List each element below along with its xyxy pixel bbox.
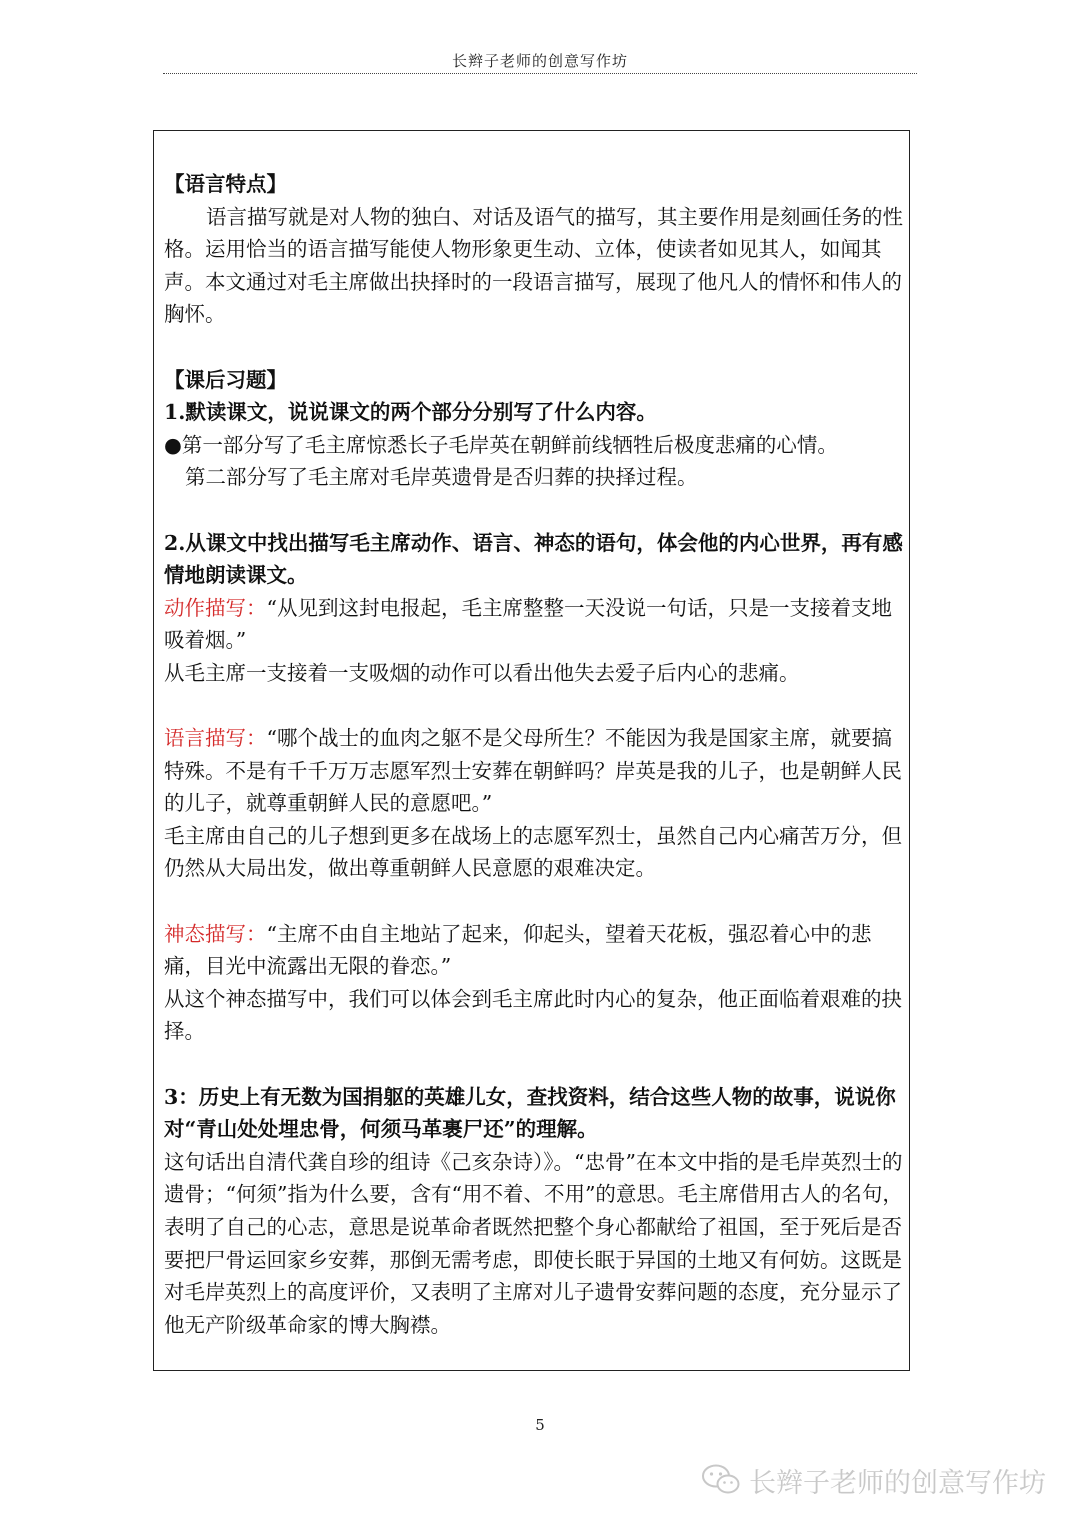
expression-quote-text: “主席不由自主地站了起来，仰起头，望着天花板，强忍着心中的悲痛，目光中流露出无限的眷恋。” [164, 921, 872, 979]
section-heading-language: 【语言特点】 [164, 172, 287, 196]
speech-label: 语言描写： [164, 726, 267, 751]
q3-answer: 这句话出自清代龚自珍的组诗《己亥杂诗）》。“忠骨”在本文中指的是毛岸英烈士的遗骨；“何须”指为什么要，含有“用不着、不用”的意思。毛主席借用古人的名句，表明了自己的心志，意思是说革命者既然把整个身心都献给了祖国，至于死后是否要把尸骨运回家乡安葬，那倒无需考虑，即使长眠于异国的土地又有何妨。这既是对毛岸英烈上的高度评价，又表明了主席对儿子遗骨安葬问题的态度，充分显示了他无产阶级革命家的博大胸襟。 [164, 1149, 903, 1337]
question-1: 1.默读课文，说说课文的两个部分分别写了什么内容。 [164, 400, 657, 425]
expression-quote [164, 918, 904, 983]
action-quote [164, 592, 904, 657]
action-analysis: 从毛主席一支接着一支吸烟的动作可以看出他失去爱子后内心的悲痛。 [164, 660, 800, 685]
q1-answer-line2: 第二部分写了毛主席对毛岸英遗骨是否归葬的抉择过程。 [185, 465, 698, 490]
q1-answer-line1 [164, 429, 904, 462]
wechat-icon [701, 1463, 741, 1497]
speech-quote-text: “哪个战士的血肉之躯不是父母所生？不能因为我是国家主席，就要搞特殊。不是有千千万万志愿军烈士安葬在朝鲜吗？岸英是我的儿子，也是朝鲜人民的儿子，就尊重朝鲜人民的意愿吧。” [164, 726, 902, 816]
q1-answer-text1: 第一部分写了毛主席惊悉长子毛岸英在朝鲜前线牺牲后极度悲痛的心情。 [181, 432, 838, 457]
bullet-icon: ● [164, 432, 182, 457]
watermark [701, 1458, 1046, 1502]
speech-quote [164, 722, 904, 820]
watermark-text: 长辫子老师的创意写作坊 [749, 1467, 1046, 1499]
speech-analysis: 毛主席由自己的儿子想到更多在战场上的志愿军烈士，虽然自己内心痛苦万分，但仍然从大局出发，做出尊重朝鲜人民意愿的艰难决定。 [164, 823, 902, 881]
expression-analysis: 从这个神态描写中，我们可以体会到毛主席此时内心的复杂，他正面临着艰难的抉择。 [164, 986, 902, 1044]
action-label: 动作描写： [164, 595, 267, 620]
expression-label: 神态描写： [164, 921, 267, 946]
question-2: 2.从课文中找出描写毛主席动作、语言、神态的语句，体会他的内心世界，再有感情地朗读课文。 [164, 530, 903, 588]
document-body [164, 168, 904, 1341]
section-heading-exercises: 【课后习题】 [164, 367, 287, 392]
header-divider [163, 73, 917, 74]
page-header-title: 长辫子老师的创意写作坊 [451, 52, 628, 70]
language-paragraph: 语言描写就是对人物的独白、对话及语气的描写，其主要作用是刻画任务的性格。运用恰当的语言描写能使人物形象更生动、立体，使读者如见其人，如闻其声。本文通过对毛主席做出抉择时的一段语言描写，展现了他凡人的情怀和伟人的胸怀。 [164, 204, 903, 327]
action-quote-text: “从见到这封电报起，毛主席整整一天没说一句话，只是一支接着支地吸着烟。” [164, 595, 892, 653]
page-number: 5 [535, 1416, 545, 1434]
question-3: 3：历史上有无数为国捐躯的英雄儿女，查找资料，结合这些人物的故事，说说你对“青山处处埋忠骨，何须马革裹尸还”的理解。 [164, 1084, 896, 1142]
